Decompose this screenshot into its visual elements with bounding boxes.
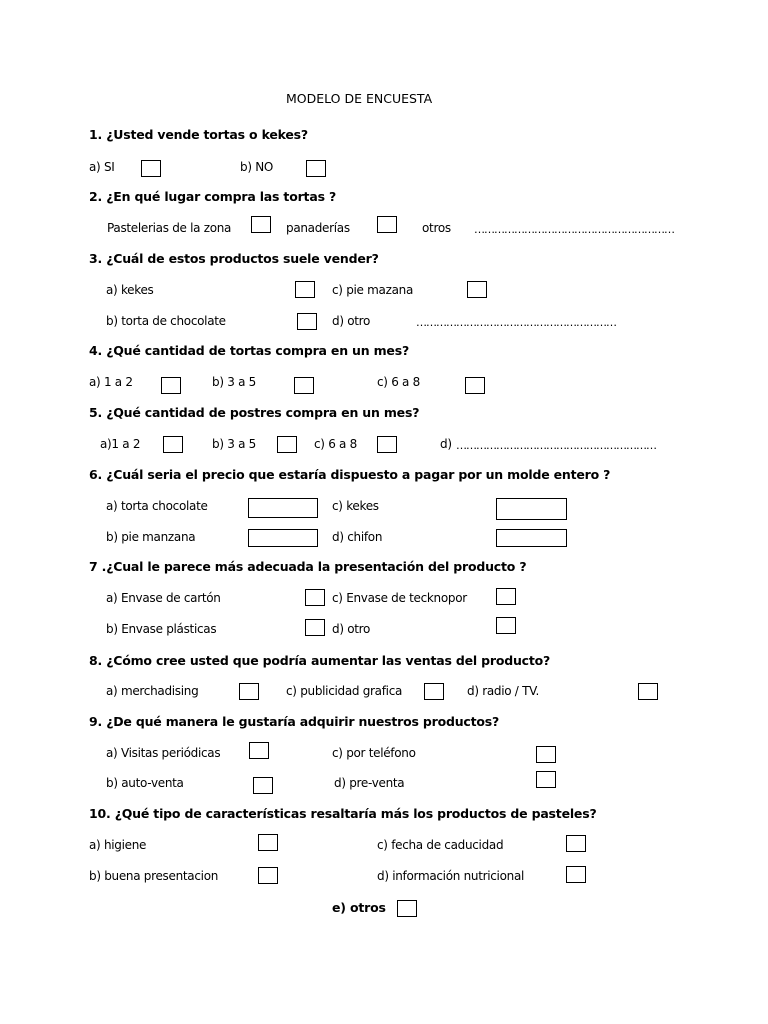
q7-option-b-label: b) Envase plásticas	[106, 622, 217, 636]
q2-option-a-label: Pastelerias de la zona	[107, 221, 232, 235]
q5-option-c-checkbox[interactable]	[377, 436, 397, 453]
question-3: 3. ¿Cuál de estos productos suele vender?	[89, 251, 379, 266]
q8-option-d-label: d) radio / TV.	[467, 684, 539, 698]
q5-other-line[interactable]: ……………………………………………………	[456, 439, 656, 452]
question-1: 1. ¿Usted vende tortas o kekes?	[89, 127, 308, 142]
question-4: 4. ¿Qué cantidad de tortas compra en un mes?	[89, 343, 409, 358]
q10-option-b-label: b) buena presentacion	[89, 869, 219, 883]
q3-option-c-checkbox[interactable]	[467, 281, 487, 298]
q6-option-b-label: b) pie manzana	[106, 530, 196, 544]
q6-option-a-label: a) torta chocolate	[106, 499, 208, 513]
q5-option-d-label: d)	[440, 437, 452, 451]
q7-option-d-checkbox[interactable]	[496, 617, 516, 634]
q3-option-d-label: d) otro	[332, 314, 371, 328]
q1-option-a-label: a) SI	[89, 160, 115, 174]
q1-option-b-checkbox[interactable]	[306, 160, 326, 177]
q7-option-d-label: d) otro	[332, 622, 371, 636]
q2-option-a-checkbox[interactable]	[251, 216, 271, 233]
q5-option-b-checkbox[interactable]	[277, 436, 297, 453]
question-9: 9. ¿De qué manera le gustaría adquirir nuestros productos?	[89, 714, 500, 729]
q4-option-a-checkbox[interactable]	[161, 377, 181, 394]
q2-option-b-label: panaderías	[286, 221, 350, 235]
q2-option-c-label: otros	[422, 221, 451, 235]
q9-option-d-checkbox[interactable]	[536, 771, 556, 788]
q2-option-b-checkbox[interactable]	[377, 216, 397, 233]
q5-option-c-label: c) 6 a 8	[314, 437, 357, 451]
q6-option-d-price-box[interactable]	[496, 529, 567, 547]
q9-option-a-label: a) Visitas periódicas	[106, 746, 221, 760]
q10-option-d-checkbox[interactable]	[566, 866, 586, 883]
q9-option-c-checkbox[interactable]	[536, 746, 556, 763]
q10-option-d-label: d) información nutricional	[377, 869, 525, 883]
q8-option-c-checkbox[interactable]	[424, 683, 444, 700]
q7-option-b-checkbox[interactable]	[305, 619, 325, 636]
q8-option-a-checkbox[interactable]	[239, 683, 259, 700]
q9-option-c-label: c) por teléfono	[332, 746, 416, 760]
question-2: 2. ¿En qué lugar compra las tortas ?	[89, 189, 337, 204]
q9-option-a-checkbox[interactable]	[249, 742, 269, 759]
q2-other-line[interactable]: ……………………………………………………	[474, 223, 674, 236]
q10-option-c-checkbox[interactable]	[566, 835, 586, 852]
q3-option-a-checkbox[interactable]	[295, 281, 315, 298]
q8-option-c-label: c) publicidad grafica	[286, 684, 403, 698]
question-8: 8. ¿Cómo cree usted que podría aumentar las ventas del producto?	[89, 653, 551, 668]
q10-option-b-checkbox[interactable]	[258, 867, 278, 884]
q7-option-c-label: c) Envase de tecknopor	[332, 591, 467, 605]
q8-option-d-checkbox[interactable]	[638, 683, 658, 700]
q3-option-c-label: c) pie mazana	[332, 283, 413, 297]
q7-option-a-checkbox[interactable]	[305, 589, 325, 606]
q1-option-b-label: b) NO	[240, 160, 274, 174]
q6-option-a-price-box[interactable]	[248, 498, 318, 518]
q1-option-a-checkbox[interactable]	[141, 160, 161, 177]
q9-option-b-checkbox[interactable]	[253, 777, 273, 794]
q3-other-line[interactable]: ……………………………………………………	[416, 316, 616, 329]
q10-option-e-label: e) otros	[332, 900, 386, 915]
q4-option-b-label: b) 3 a 5	[212, 375, 256, 389]
q3-option-b-checkbox[interactable]	[297, 313, 317, 330]
question-6: 6. ¿Cuál seria el precio que estaría dispuesto a pagar por un molde entero ?	[89, 467, 611, 482]
q4-option-c-checkbox[interactable]	[465, 377, 485, 394]
q3-option-a-label: a) kekes	[106, 283, 154, 297]
q9-option-b-label: b) auto-venta	[106, 776, 184, 790]
q6-option-c-label: c) kekes	[332, 499, 379, 513]
q10-option-e-checkbox[interactable]	[397, 900, 417, 917]
q5-option-b-label: b) 3 a 5	[212, 437, 256, 451]
q10-option-a-label: a) higiene	[89, 838, 147, 852]
question-10: 10. ¿Qué tipo de características resaltaría más los productos de pasteles?	[89, 806, 597, 821]
q10-option-a-checkbox[interactable]	[258, 834, 278, 851]
question-7: 7 .¿Cual le parece más adecuada la presentación del producto ?	[89, 559, 527, 574]
q7-option-a-label: a) Envase de cartón	[106, 591, 221, 605]
q4-option-c-label: c) 6 a 8	[377, 375, 420, 389]
question-5: 5. ¿Qué cantidad de postres compra en un mes?	[89, 405, 420, 420]
q6-option-c-price-box[interactable]	[496, 498, 567, 520]
q9-option-d-label: d) pre-venta	[334, 776, 405, 790]
q5-option-a-label: a)1 a 2	[100, 437, 141, 451]
q6-option-b-price-box[interactable]	[248, 529, 318, 547]
q4-option-a-label: a) 1 a 2	[89, 375, 133, 389]
q5-option-a-checkbox[interactable]	[163, 436, 183, 453]
q6-option-d-label: d) chifon	[332, 530, 383, 544]
q10-option-c-label: c) fecha de caducidad	[377, 838, 504, 852]
page-title: MODELO DE ENCUESTA	[286, 91, 433, 106]
q3-option-b-label: b) torta de chocolate	[106, 314, 226, 328]
q7-option-c-checkbox[interactable]	[496, 588, 516, 605]
q8-option-a-label: a) merchadising	[106, 684, 199, 698]
q4-option-b-checkbox[interactable]	[294, 377, 314, 394]
